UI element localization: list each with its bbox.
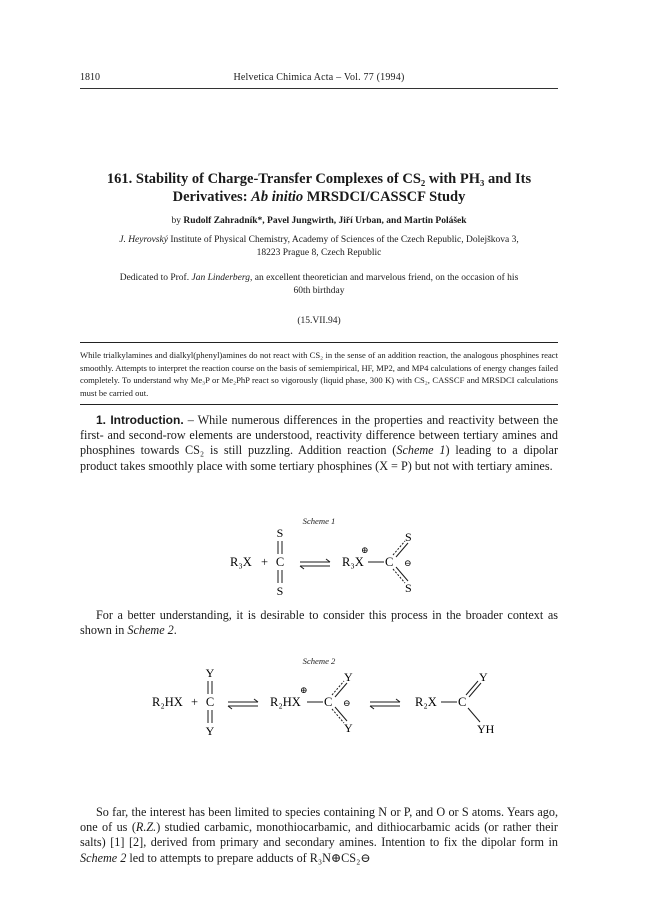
scheme1-minus-charge: ⊖ [404, 558, 412, 568]
affiliation [80, 234, 558, 260]
single-bond-line [468, 708, 480, 722]
introduction-paragraph [80, 413, 558, 474]
title-part: Derivatives: [172, 189, 252, 205]
scheme2-middle-carbon: C [324, 695, 333, 709]
scheme-2-figure [0, 668, 648, 740]
scheme-1-label: Scheme 1 [302, 516, 336, 526]
scheme2-reactant: R₂HX [152, 695, 183, 709]
scheme-1-figure [0, 528, 648, 600]
scheme2-middle-group: R₂HX [270, 695, 301, 709]
history-paragraph [80, 805, 558, 866]
title-line-2 [80, 188, 558, 206]
title-line-1: 161. Stability of Charge-Transfer Complexes of CS₂ with PH₃ and Its [106, 171, 532, 187]
scheme1-product-s-top: S [405, 530, 412, 544]
affiliation-name: J. Heyrovský [119, 235, 168, 245]
dedication-text: , an excellent theoretician and marvelous friend, on the occasion of his [249, 273, 519, 283]
scheme2-minus-charge: ⊖ [343, 698, 351, 708]
article-title [80, 170, 558, 206]
paragraph-text: led to attempts to prepare adducts of R₃N⊕CS₂⊖ [126, 850, 371, 865]
context-paragraph [80, 608, 558, 638]
dedication-name: Jan Linderberg [191, 273, 250, 283]
scheme-reference: Scheme 1 [396, 443, 446, 458]
scheme1-product-s-bottom: S [405, 581, 412, 595]
paragraph-text: ) studied carbamic, monothiocarbamic, and dithiocarbamic acids (or rather their salts) [1] [2], derived from primary and secondary amines. Intention to fix the dipolar form in [80, 820, 558, 850]
author-names: Rudolf Zahradník*, Pavel Jungwirth, Jiří Urban, and Martin Polášek [183, 216, 467, 226]
scheme1-atom-c: C [275, 555, 285, 569]
received-date: (15.VII.94) [297, 316, 341, 326]
page-number: 1810 [80, 72, 100, 83]
paragraph-text: ) leading to a dipolar product takes smoothly place with some tertiary phosphines (X = P) but not with tertiary amines. [80, 443, 558, 473]
title-part: MRSDCI/CASSCF Study [303, 189, 466, 205]
scheme1-reactant: R₃X [230, 555, 252, 569]
delocalized-bond [396, 567, 408, 581]
delocalized-bond [396, 543, 408, 557]
author-initials: R.Z. [135, 820, 157, 835]
affiliation-address: Institute of Physical Chemistry, Academy of Sciences of the Czech Republic, Dolejškova 3, [167, 235, 519, 245]
journal-running-title: Helvetica Chimica Acta – Vol. 77 (1994) [233, 72, 405, 83]
scheme1-product-group: R₃X [342, 555, 364, 569]
paragraph-text: – While numerous differences in the properties and reactivity between the first- and second-row elements are understood, reactivity difference between tertiary amines and phosphines towards CS₂ is still puzzling. Addition reaction ( [80, 413, 558, 458]
paragraph-text: So far, the interest has been limited to species containing N or P, and O or S atoms. Years ago, one of us ( [80, 805, 558, 835]
dedication-line-2: 60th birthday [293, 286, 345, 296]
scheme-2-label: Scheme 2 [302, 656, 336, 666]
scheme2-product-y-top: Y [479, 670, 488, 684]
scheme2-plus-charge: ⊕ [300, 685, 308, 695]
scheme1-product-carbon: C [385, 555, 394, 569]
scheme2-plus: + [191, 695, 199, 709]
dedication-line-1 [80, 272, 558, 285]
abstract: While trialkylamines and dialkyl(phenyl)amines do not react with CS₂ in the sense of an addition reaction, the analogous phosphines react smoothly. Attempts to interpret the reaction course on the basis of semiempirical, HF, MP2, and MP4 calculations of energy changes failed completely. To understand why Me₃P or Me₂PhP react so vigorously (liquid phase, 300 K) with CS₂, CASSCF and MRSDCI calculations must be carried out. [80, 342, 558, 405]
dedication [80, 272, 558, 298]
scheme-reference: Scheme 2 [80, 850, 127, 865]
paragraph-text: For a better understanding, it is desirable to consider this process in the broader context as shown in [80, 608, 558, 638]
scheme2-atom-y-top: Y [205, 666, 215, 680]
paragraph-text: . [173, 623, 177, 638]
section-heading: 1. Introduction. [96, 413, 184, 427]
delocalized-bond [335, 683, 347, 697]
scheme2-middle-y-top: Y [344, 670, 353, 684]
scheme-reference: Scheme 2 [127, 623, 174, 638]
scheme1-atom-s-bottom: S [276, 584, 284, 598]
running-header [80, 72, 558, 89]
delocalized-bond [335, 707, 347, 721]
scheme2-product-group: R₂X [415, 695, 437, 709]
affiliation-line-2: 18223 Prague 8, Czech Republic [256, 248, 382, 258]
scheme1-plus-charge: ⊕ [361, 545, 369, 555]
author-list [80, 216, 558, 226]
scheme1-plus: + [261, 555, 269, 569]
scheme2-atom-c: C [205, 695, 215, 709]
affiliation-line-1 [80, 234, 558, 247]
scheme2-product-carbon: C [458, 695, 467, 709]
authors-prefix: by [171, 216, 184, 226]
title-italic-part: Ab initio [251, 189, 304, 205]
scheme2-atom-y-bottom: Y [205, 724, 215, 738]
dedication-text: Dedicated to Prof. [119, 273, 192, 283]
scheme1-atom-s-top: S [276, 526, 284, 540]
scheme2-middle-y-bottom: Y [344, 721, 353, 735]
scheme2-product-yh: YH [477, 722, 495, 736]
